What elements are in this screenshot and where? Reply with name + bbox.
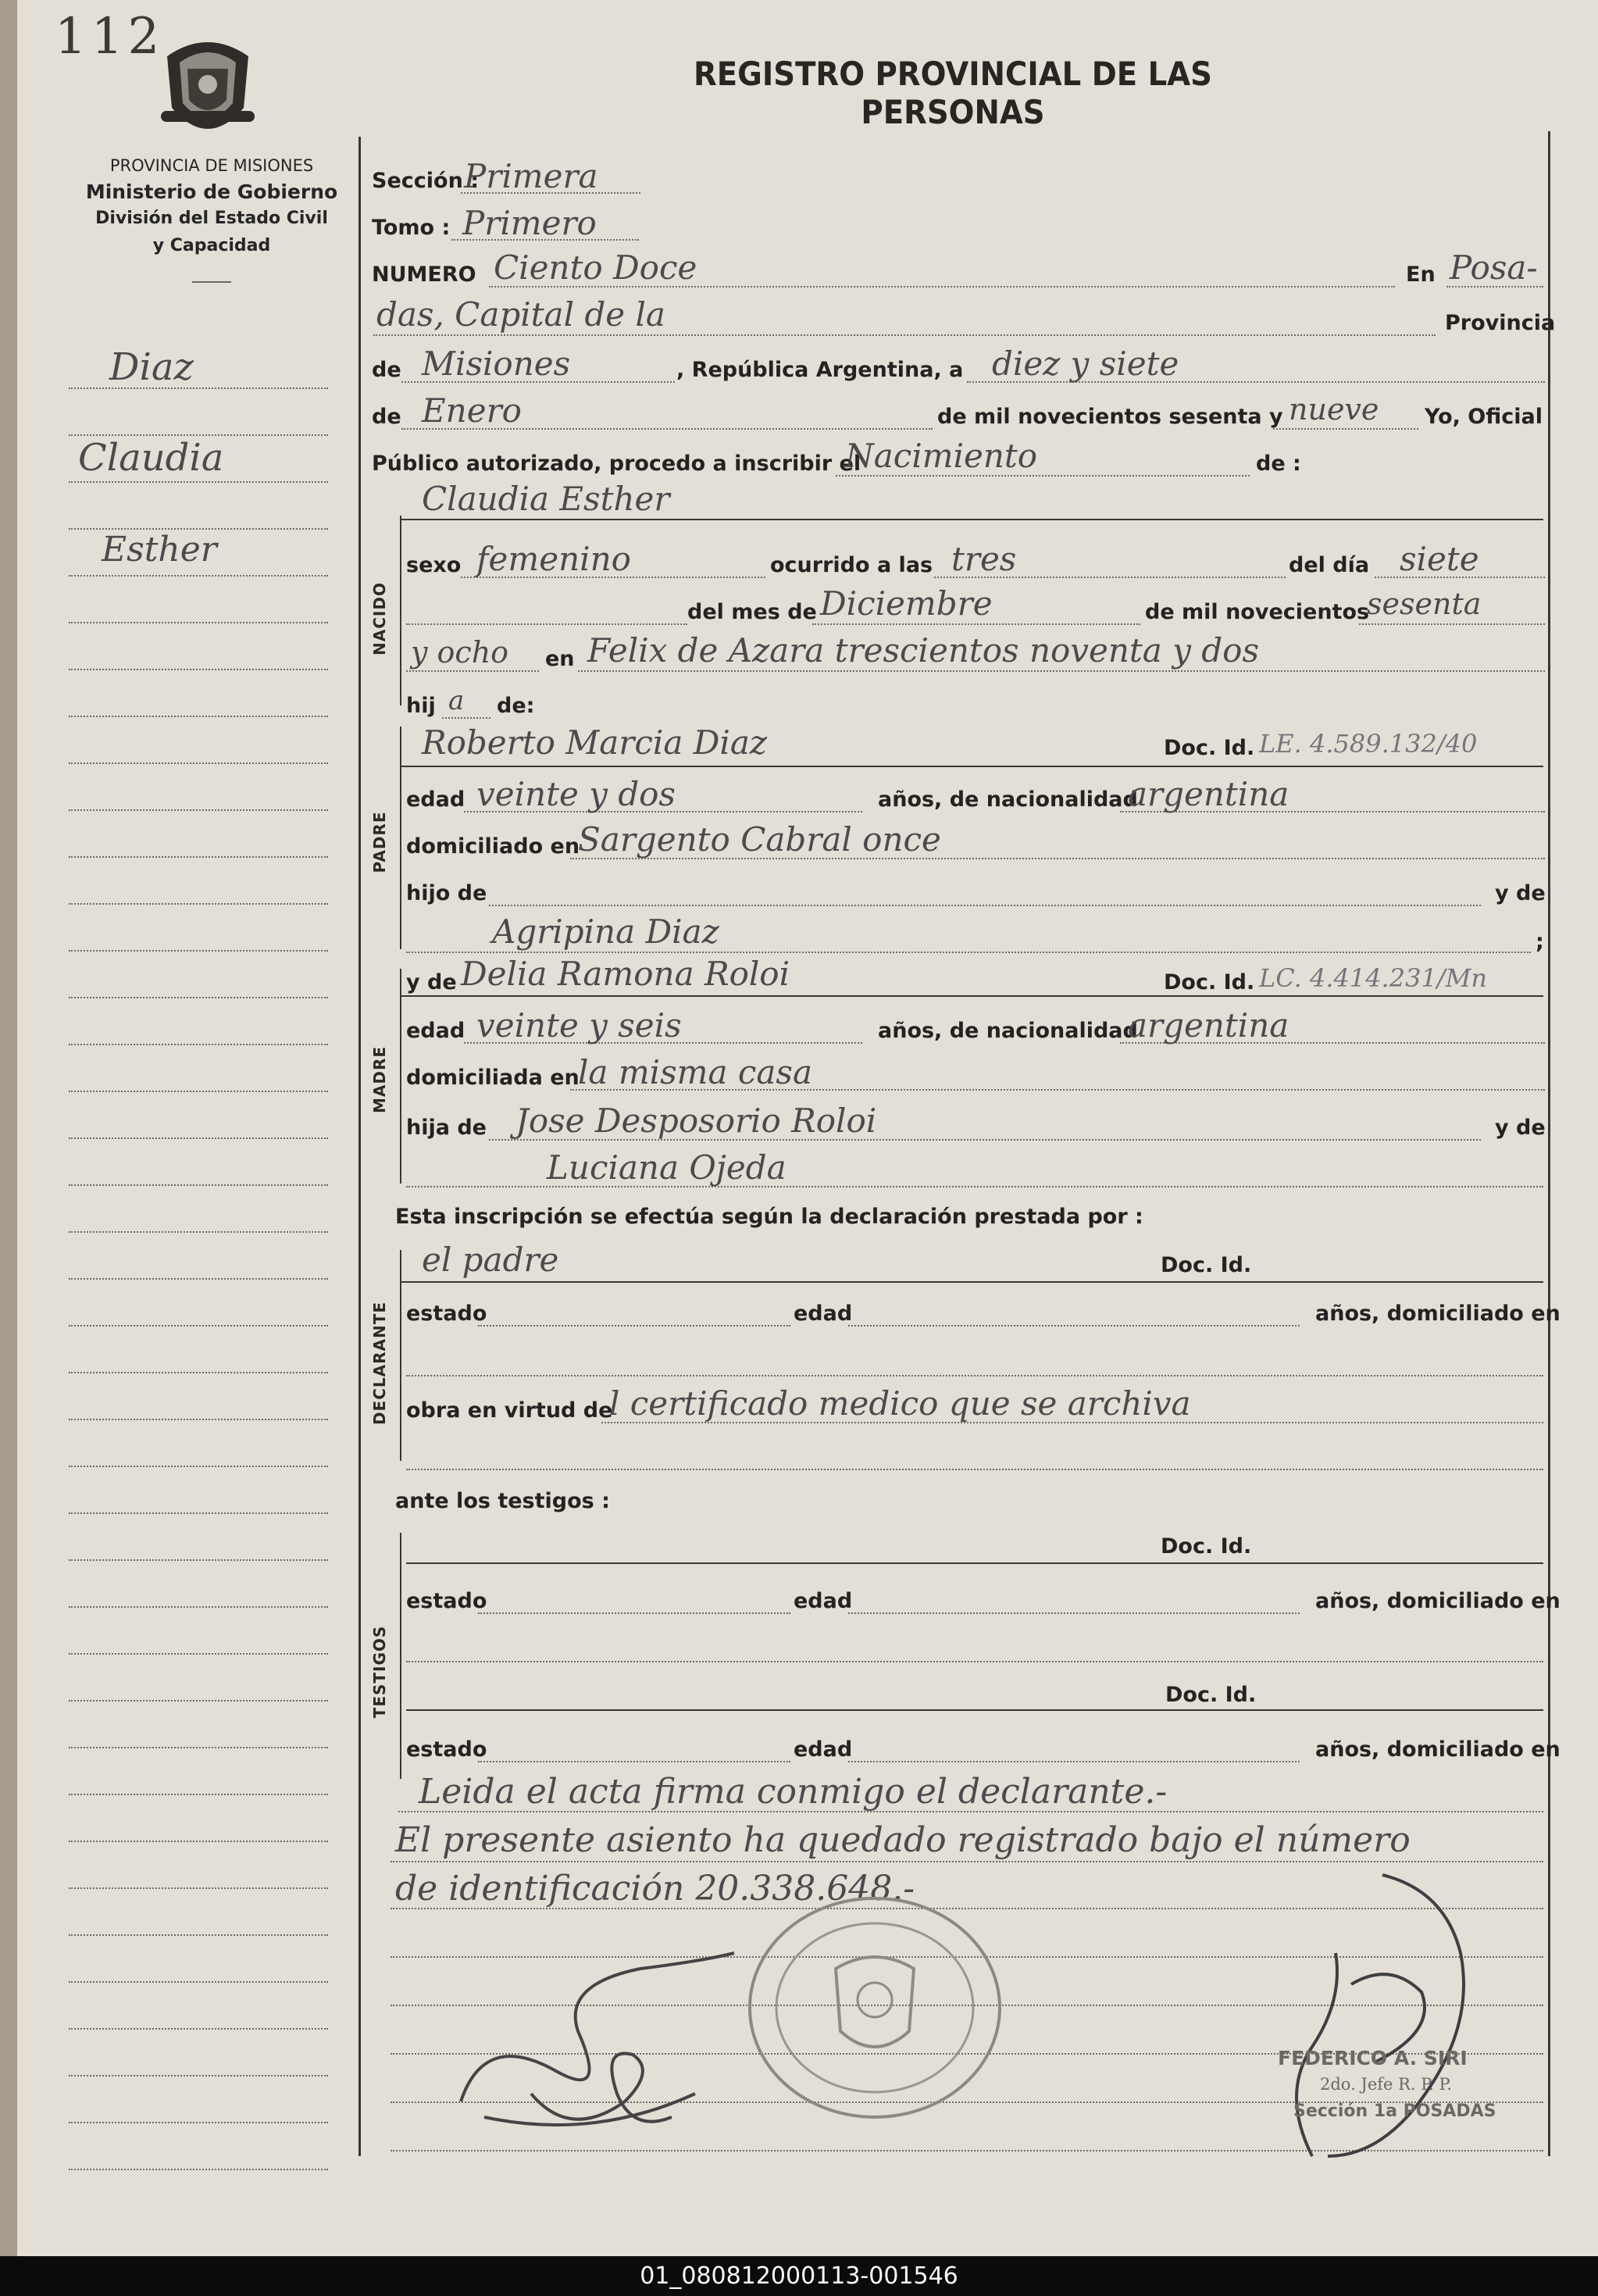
file-id-bar: 01_080812000113-001546	[0, 2256, 1598, 2296]
label-sexo: sexo	[406, 553, 462, 577]
entry-hora: tres	[951, 540, 1017, 578]
entry-madre-edad: veinte y seis	[476, 1006, 682, 1044]
entry-madre-domicilio: la misma casa	[578, 1053, 813, 1091]
testigos-bracket	[400, 1533, 401, 1779]
label-mil-novecientos: de mil novecientos	[1145, 600, 1370, 624]
label-edad-declarante: edad	[794, 1302, 853, 1326]
entry-declarante: el padre	[422, 1241, 559, 1279]
header-divider	[192, 281, 231, 283]
capacity-name: y Capacidad	[152, 236, 271, 255]
entry-provincia: Misiones	[422, 345, 571, 383]
line-padre-padre	[489, 905, 1481, 906]
line-testigo-1-domicilio	[406, 1661, 1543, 1662]
margin-rule	[69, 1419, 328, 1420]
signature-role-stamp: 2do. Jefe R. P. P.	[1320, 2075, 1453, 2094]
declarant-signature-icon	[437, 1937, 765, 2148]
label-hija-de: hija de	[406, 1116, 487, 1140]
margin-rule	[69, 481, 328, 483]
margin-surname: Diaz	[109, 345, 194, 389]
rule-testigo-2	[406, 1709, 1543, 1711]
margin-rule	[69, 2028, 328, 2030]
line-declarante-domicilio	[406, 1375, 1543, 1377]
signature-name-stamp: FEDERICO A. SIRI	[1278, 2047, 1468, 2069]
entry-tomo: Primero	[462, 204, 597, 242]
label-anos-dom-testigo-2: años, domiciliado en	[1315, 1737, 1561, 1762]
label-doc-id-testigo-2: Doc. Id.	[1165, 1683, 1257, 1707]
margin-rule	[69, 1091, 328, 1092]
margin-rule	[69, 669, 328, 670]
entry-acto: Nacimiento	[845, 437, 1038, 475]
page-edge	[0, 0, 17, 2256]
entry-obra: l certificado medico que se archiva	[609, 1384, 1191, 1423]
entry-seccion: Primera	[464, 157, 598, 195]
padre-bracket	[400, 727, 401, 949]
line-hij	[442, 717, 490, 719]
rule-nombre	[401, 519, 1543, 520]
label-estado-testigo-1: estado	[406, 1589, 487, 1613]
entry-madre-nac: argentina	[1128, 1006, 1289, 1044]
entry-hij-suffix: a	[448, 685, 465, 716]
line-testigo-2-estado	[478, 1761, 790, 1762]
entry-nota-2: El presente asiento ha quedado registrado bajo el número	[395, 1820, 1411, 1860]
label-en: En	[1406, 262, 1436, 287]
label-seccion: Sección :	[372, 169, 479, 193]
division-name: División del Estado Civil	[95, 209, 328, 228]
label-ante: ante los testigos :	[395, 1489, 610, 1513]
line-mes	[812, 623, 1140, 625]
left-frame-rule	[358, 137, 361, 2156]
label-tomo: Tomo :	[372, 216, 451, 240]
label-edad-padre: edad	[406, 787, 465, 812]
line-padre-madre	[406, 952, 1531, 953]
label-domiciliado-padre: domiciliado en	[406, 834, 580, 859]
margin-rule	[69, 1606, 328, 1608]
line-pre-mes	[406, 623, 687, 625]
section-label-madre: MADRE	[370, 1045, 389, 1114]
entry-madre-nombre: Delia Ramona Roloi	[461, 955, 790, 993]
margin-rule	[69, 1325, 328, 1327]
section-label-declarante: DECLARANTE	[370, 1301, 389, 1426]
line-testigo-1-edad	[848, 1612, 1300, 1614]
entry-ano-a: sesenta	[1367, 587, 1482, 621]
right-frame-rule	[1548, 131, 1550, 2156]
signature-office-stamp: Sección 1a POSADAS	[1293, 2101, 1496, 2121]
label-doc-id-madre: Doc. Id.	[1164, 970, 1255, 994]
entry-padre-domicilio: Sargento Cabral once	[578, 820, 941, 859]
line-declarante-estado	[478, 1325, 790, 1327]
entry-padre-edad: veinte y dos	[476, 775, 676, 813]
entry-madre-madre: Luciana Ojeda	[547, 1148, 787, 1187]
rule-padre-nombre	[401, 766, 1543, 767]
entry-lugar: Felix de Azara trescientos noventa y dos	[587, 631, 1259, 670]
label-republica: , República Argentina, a	[676, 358, 964, 382]
margin-rule	[69, 1231, 328, 1233]
margin-rule	[69, 809, 328, 811]
margin-rule	[69, 2169, 328, 2170]
margin-rule	[69, 1887, 328, 1889]
label-publico: Público autorizado, procedo a inscribir el	[372, 452, 861, 476]
label-doc-id-testigo-1: Doc. Id.	[1161, 1534, 1252, 1559]
madre-bracket	[400, 969, 401, 1184]
margin-rule	[69, 1559, 328, 1561]
entry-place-line: das, Capital de la	[376, 295, 665, 334]
line-obra-2	[406, 1469, 1543, 1470]
label-de-colon: de :	[1256, 452, 1301, 476]
margin-rule	[69, 997, 328, 998]
margin-rule	[69, 762, 328, 764]
margin-rule	[69, 950, 328, 952]
label-domiciliada-madre: domiciliada en	[406, 1066, 580, 1090]
entry-dia: siete	[1400, 540, 1479, 578]
line-ano-a	[1359, 623, 1545, 625]
margin-rule	[69, 387, 328, 389]
label-anos-dom-testigo-1: años, domiciliado en	[1315, 1589, 1561, 1613]
entry-ano-inscripcion: nueve	[1289, 392, 1379, 427]
margin-rule	[69, 1278, 328, 1280]
entry-padre-doc: LE. 4.589.132/40	[1259, 729, 1478, 759]
nacido-bracket	[400, 516, 401, 705]
margin-rule	[69, 622, 328, 623]
label-provincia: Provincia	[1445, 311, 1556, 335]
margin-rule	[69, 1794, 328, 1795]
label-anos-dom-declarante: años, domiciliado en	[1315, 1302, 1561, 1326]
label-yo-oficial: Yo, Oficial	[1425, 405, 1543, 429]
entry-madre-padre: Jose Desposorio Roloi	[515, 1102, 877, 1140]
label-edad-testigo-2: edad	[794, 1737, 853, 1762]
margin-rule	[69, 1934, 328, 1936]
official-signature-icon	[1265, 1859, 1523, 2172]
margin-rule	[69, 1841, 328, 1842]
rule-declarante	[401, 1281, 1543, 1283]
entry-nota-1: Leida el acta firma conmigo el declarante.-	[419, 1772, 1168, 1812]
line-testigo-1-estado	[478, 1612, 790, 1614]
line-declarante-edad	[848, 1325, 1300, 1327]
entry-nombre: Claudia Esther	[422, 480, 670, 518]
margin-rule	[69, 856, 328, 858]
label-y-de-padre: y de	[1495, 881, 1546, 905]
label-doc-id-declarante: Doc. Id.	[1161, 1253, 1252, 1277]
entry-padre-nac: argentina	[1128, 775, 1289, 813]
page-number: 112	[55, 8, 165, 66]
label-edad-testigo-1: edad	[794, 1589, 853, 1613]
document-title: REGISTRO PROVINCIAL DE LAS PERSONAS	[694, 55, 1212, 131]
line-ano-inscripcion	[1273, 428, 1418, 430]
label-mil-novecientos-sesenta-y: de mil novecientos sesenta y	[937, 405, 1283, 429]
misiones-crest-icon	[156, 33, 259, 142]
margin-rule	[69, 1747, 328, 1748]
section-label-testigos: TESTIGOS	[370, 1625, 389, 1719]
label-en-lugar: en	[545, 647, 575, 671]
entry-nota-3: de identificación 20.338.648.-	[395, 1869, 915, 1909]
margin-rule	[69, 575, 328, 577]
entry-madre-doc: LC. 4.414.231/Mn	[1259, 963, 1487, 993]
margin-rule	[69, 1512, 328, 1514]
margin-first-name: Claudia	[78, 436, 224, 480]
margin-second-name: Esther	[102, 530, 217, 570]
label-estado-declarante: estado	[406, 1302, 487, 1326]
entry-padre-abuela: Agripina Diaz	[492, 912, 719, 951]
line-acto	[836, 475, 1250, 477]
label-y-de-madre2: y de	[1495, 1116, 1546, 1140]
margin-rule	[69, 716, 328, 717]
line-testigo-2-edad	[848, 1761, 1300, 1762]
section-label-padre: PADRE	[370, 811, 389, 873]
margin-rule	[69, 1044, 328, 1045]
margin-rule	[69, 1653, 328, 1655]
label-hij: hij	[406, 694, 436, 718]
label-del-dia: del día	[1289, 553, 1370, 577]
ministry-name: Ministerio de Gobierno	[85, 180, 338, 203]
official-seal-stamp-icon	[742, 1891, 1008, 2125]
entry-padre-nombre: Roberto Marcia Diaz	[422, 723, 767, 762]
label-del-mes-de: del mes de	[687, 600, 817, 624]
label-de-provincia: de	[372, 358, 401, 382]
margin-rule	[69, 1700, 328, 1701]
margin-rule	[69, 1184, 328, 1186]
label-y-de-madre: y de	[406, 970, 457, 994]
label-de-mes: de	[372, 405, 401, 429]
line-place	[373, 334, 1436, 336]
label-ocurrido: ocurrido a las	[770, 553, 933, 577]
margin-rule	[69, 1466, 328, 1467]
label-anos-nac-padre: años, de nacionalidad	[878, 787, 1138, 812]
province-name: PROVINCIA DE MISIONES	[109, 156, 314, 175]
entry-dia-inscripcion: diez y siete	[992, 345, 1179, 383]
label-hijo-de: hijo de	[406, 881, 487, 905]
entry-sexo: femenino	[476, 540, 631, 578]
margin-rule	[69, 2122, 328, 2123]
label-estado-testigo-2: estado	[406, 1737, 487, 1762]
margin-rule	[69, 1981, 328, 1983]
entry-numero: Ciento Doce	[494, 248, 697, 287]
entry-mes-inscripcion: Enero	[422, 391, 522, 430]
line-lugar	[578, 670, 1545, 672]
rule-testigo-1	[406, 1562, 1543, 1564]
rule-madre-nombre	[401, 995, 1543, 997]
margin-rule	[69, 2075, 328, 2076]
line-ano-b	[406, 670, 539, 672]
label-doc-id-padre: Doc. Id.	[1164, 736, 1255, 760]
label-de-padres: de:	[497, 694, 535, 718]
label-anos-nac-madre: años, de nacionalidad	[878, 1019, 1138, 1043]
label-declaracion: Esta inscripción se efectúa según la declaración prestada por :	[395, 1205, 1143, 1229]
entry-mes: Diciembre	[820, 584, 993, 623]
margin-rule	[69, 1137, 328, 1139]
label-semicolon: ;	[1536, 930, 1544, 954]
section-label-nacido: NACIDO	[370, 582, 389, 655]
label-numero: NUMERO	[372, 262, 476, 287]
label-edad-madre: edad	[406, 1019, 465, 1043]
entry-ano-b: y ocho	[411, 635, 509, 670]
margin-rule	[69, 903, 328, 905]
label-obra: obra en virtud de	[406, 1398, 613, 1423]
margin-rule	[69, 1372, 328, 1373]
entry-en-place: Posa-	[1450, 248, 1538, 287]
